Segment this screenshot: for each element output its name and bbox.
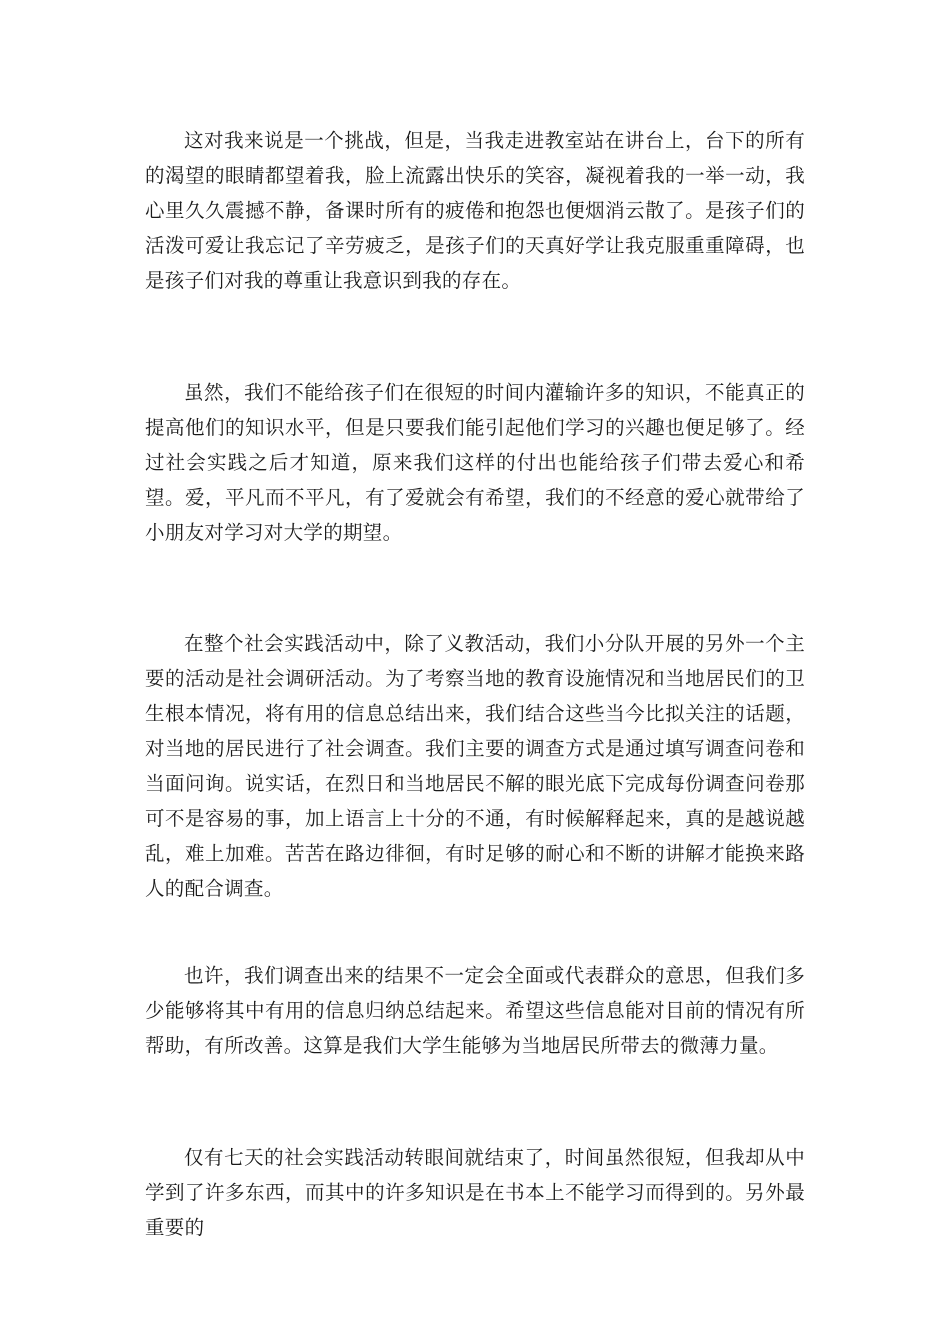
- paragraph-4: 也许，我们调查出来的结果不一定会全面或代表群众的意思，但我们多少能够将其中有用的信息归纳总结起来。希望这些信息能对目前的情况有所帮助，有所改善。这算是我们大学生能够为当地居民所带去的微薄力量。: [145, 964, 805, 1057]
- paragraph-2: 虽然，我们不能给孩子们在很短的时间内灌输许多的知识，不能真正的提高他们的知识水平，但是只要我们能引起他们学习的兴趣也便足够了。经过社会实践之后才知道，原来我们这样的付出也能给孩子们带去爱心和希望。爱，平凡而不平凡，有了爱就会有希望，我们的不经意的爱心就带给了小朋友对学习对大学的期望。: [145, 381, 805, 544]
- paragraph-3: 在整个社会实践活动中，除了义教活动，我们小分队开展的另外一个主要的活动是社会调研活动。为了考察当地的教育设施情况和当地居民们的卫生根本情况，将有用的信息总结出来，我们结合这些当今比拟关注的话题，对当地的居民进行了社会调查。我们主要的调查方式是通过填写调查问卷和当面问询。说实话，在烈日和当地居民不解的眼光底下完成每份调查问卷那可不是容易的事，加上语言上十分的不通，有时候解释起来，真的是越说越乱，难上加难。苦苦在路边徘徊，有时足够的耐心和不断的讲解才能换来路人的配合调查。: [145, 632, 805, 900]
- paragraph-1: 这对我来说是一个挑战，但是，当我走进教室站在讲台上，台下的所有的渴望的眼睛都望着我，脸上流露出快乐的笑容，凝视着我的一举一动，我心里久久震撼不静，备课时所有的疲倦和抱怨也便烟消云散了。是孩子们的活泼可爱让我忘记了辛劳疲乏，是孩子们的天真好学让我克服重重障碍，也是孩子们对我的尊重让我意识到我的存在。: [145, 129, 805, 292]
- paragraph-5: 仅有七天的社会实践活动转眼间就结束了，时间虽然很短，但我却从中学到了许多东西，而其中的许多知识是在书本上不能学习而得到的。另外最重要的: [145, 1146, 805, 1239]
